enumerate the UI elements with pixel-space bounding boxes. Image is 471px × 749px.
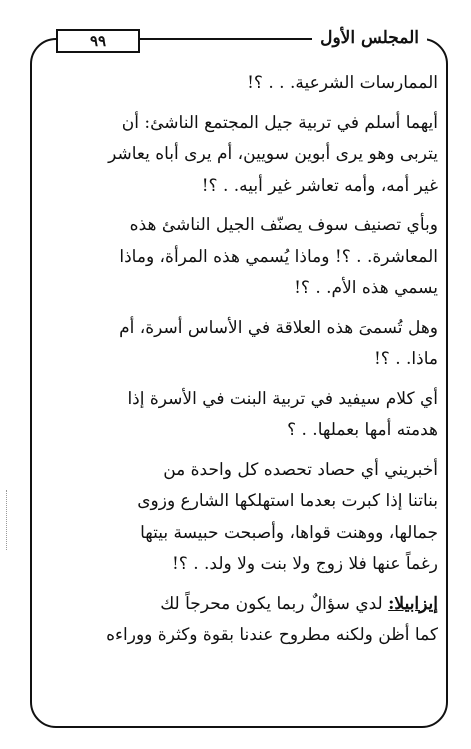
page-number: ٩٩ <box>56 29 140 53</box>
text-line: كما أظن ولكنه مطروح عندنا بقوة وكثرة ووراءه <box>106 625 438 645</box>
paragraph-3 <box>46 210 438 305</box>
paragraph-1 <box>46 68 438 100</box>
speaker-text: لدي سؤالٌ ربما يكون محرجاً لك <box>160 593 389 614</box>
text-line: المعاشرة. . ؟! وماذا يُسمي هذه المرأة، وماذا <box>119 246 438 267</box>
text-line: أخبريني أي حصاد تحصده كل واحدة من <box>163 459 438 480</box>
speaker-name: إيزابيلا: <box>388 593 438 614</box>
text-line: بناتنا إذا كبرت بعدما استهلكها الشارع وزوى <box>137 491 438 511</box>
text-line: يسمي هذه الأم. . ؟! <box>294 278 438 298</box>
text-line: أي كلام سيفيد في تربية البنت في الأسرة إذا <box>127 388 438 409</box>
text-line: ماذا. . ؟! <box>373 349 438 369</box>
text-line: جمالها، ووهنت قواها، وأصبحت حبيسة بيتها <box>140 522 438 543</box>
text-line: وبأي تصنيف سوف يصنّف الجيل الناشئ هذه <box>129 215 438 235</box>
paragraph-2 <box>46 108 438 203</box>
text-line: هدمته أمها بعملها. . ؟ <box>287 420 438 440</box>
page-body <box>46 68 438 660</box>
paragraph-5 <box>46 384 438 447</box>
text-line: غير أمه، وأمه تعاشر غير أبيه. . ؟! <box>201 175 438 196</box>
text-line: يتربى وهو يرى أبوين سويين، أم يرى أباه يعاشر <box>108 144 438 164</box>
paragraph-6 <box>46 455 438 581</box>
scan-margin-mark <box>6 490 17 550</box>
paragraph-7 <box>46 589 438 652</box>
text-line: وهل تُسمىَ هذه العلاقة في الأساس أسرة، أم <box>119 317 438 338</box>
text-line: الممارسات الشرعية. . . ؟! <box>247 73 438 93</box>
text-line: رغماً عنها فلا زوج ولا بنت ولا ولد. . ؟! <box>171 554 438 574</box>
paragraph-4 <box>46 313 438 376</box>
chapter-title: المجلس الأول <box>312 26 427 50</box>
text-line <box>46 589 438 621</box>
text-line: أيهما أسلم في تربية جيل المجتمع الناشئ: أن <box>121 112 438 133</box>
